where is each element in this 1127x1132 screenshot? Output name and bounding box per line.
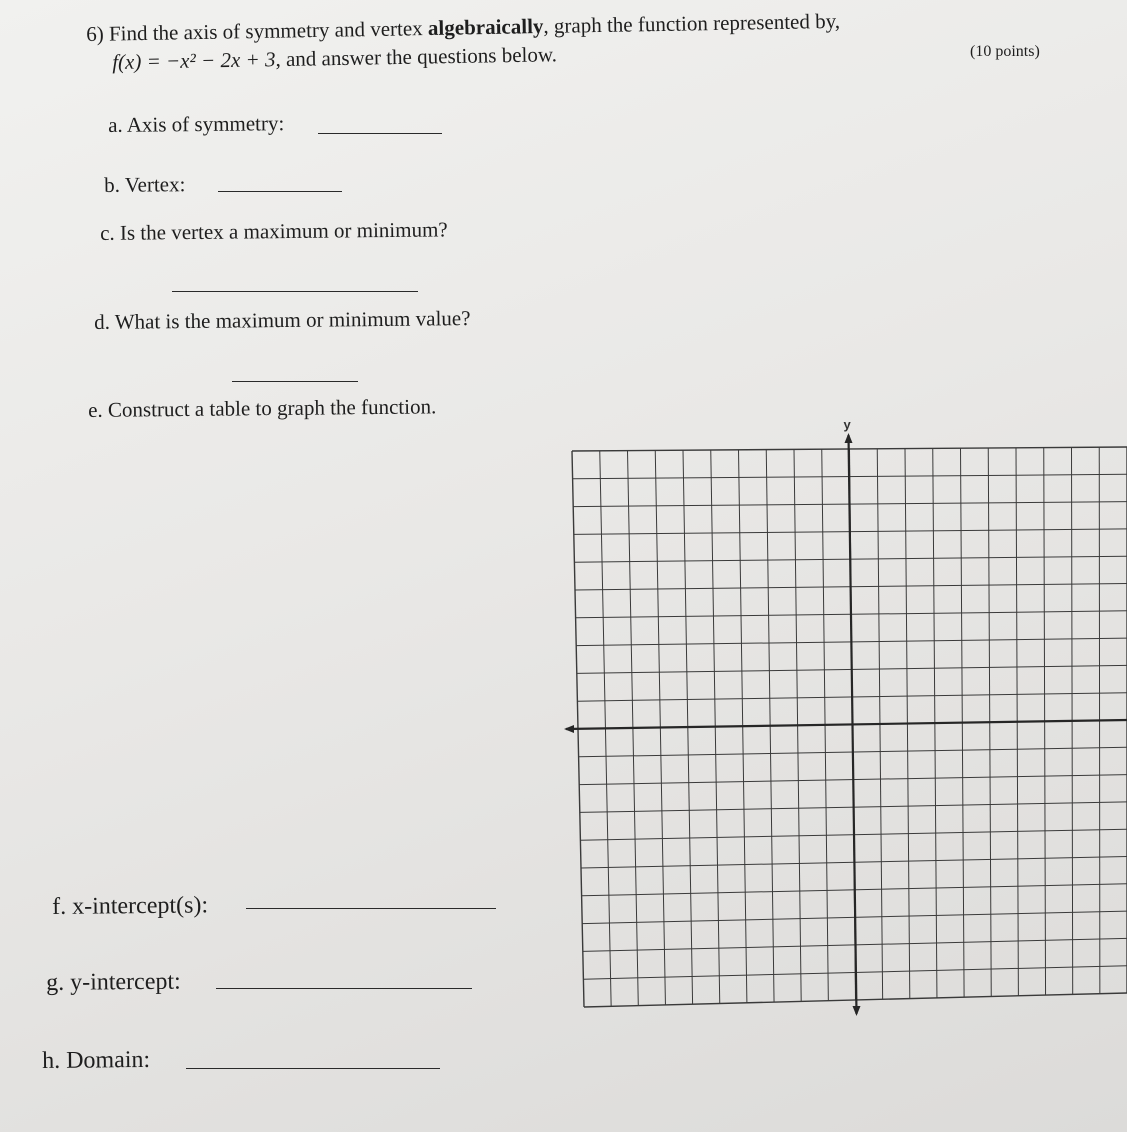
answer-blank-b[interactable] [218,191,342,192]
function-suffix: , and answer the questions below. [275,42,558,72]
answer-blank-g[interactable] [216,988,472,989]
question-e-label: e. Construct a table to graph the function. [88,394,437,422]
problem-intro-suffix: , graph the function represented by, [543,8,841,39]
problem-statement-line2 [112,42,557,75]
question-c-label: c. Is the vertex a maximum or minimum? [100,217,448,245]
function-expression: f(x) = −x² − 2x + 3 [112,47,276,74]
problem-intro-bold: algebraically [427,14,544,41]
answer-blank-c[interactable] [172,291,418,292]
question-f-label: f. x-intercept(s): [52,892,209,920]
y-axis-arrow-up-icon [845,433,853,443]
problem-intro-prefix: Find the axis of symmetry and vertex [108,16,429,46]
question-a-label: a. Axis of symmetry: [108,111,285,137]
points-label: (10 points) [970,43,1040,60]
coordinate-grid-svg[interactable] [560,418,1127,1018]
coordinate-grid[interactable] [560,418,1127,1018]
x-axis-arrow-left-icon [564,725,574,733]
problem-statement-line1 [86,9,840,47]
answer-blank-d[interactable] [232,381,358,382]
question-h-label: h. Domain: [42,1046,151,1074]
answer-blank-f[interactable] [246,908,496,909]
x-axis [566,720,1127,729]
y-axis-label: y [843,418,851,432]
problem-number: 6) [86,21,104,46]
y-axis-arrow-down-icon [853,1006,861,1016]
question-g-label: g. y-intercept: [46,968,181,996]
question-d-label: d. What is the maximum or minimum value? [94,306,471,334]
answer-blank-a[interactable] [318,133,442,134]
answer-blank-h[interactable] [186,1068,440,1069]
question-b-label: b. Vertex: [104,172,186,197]
